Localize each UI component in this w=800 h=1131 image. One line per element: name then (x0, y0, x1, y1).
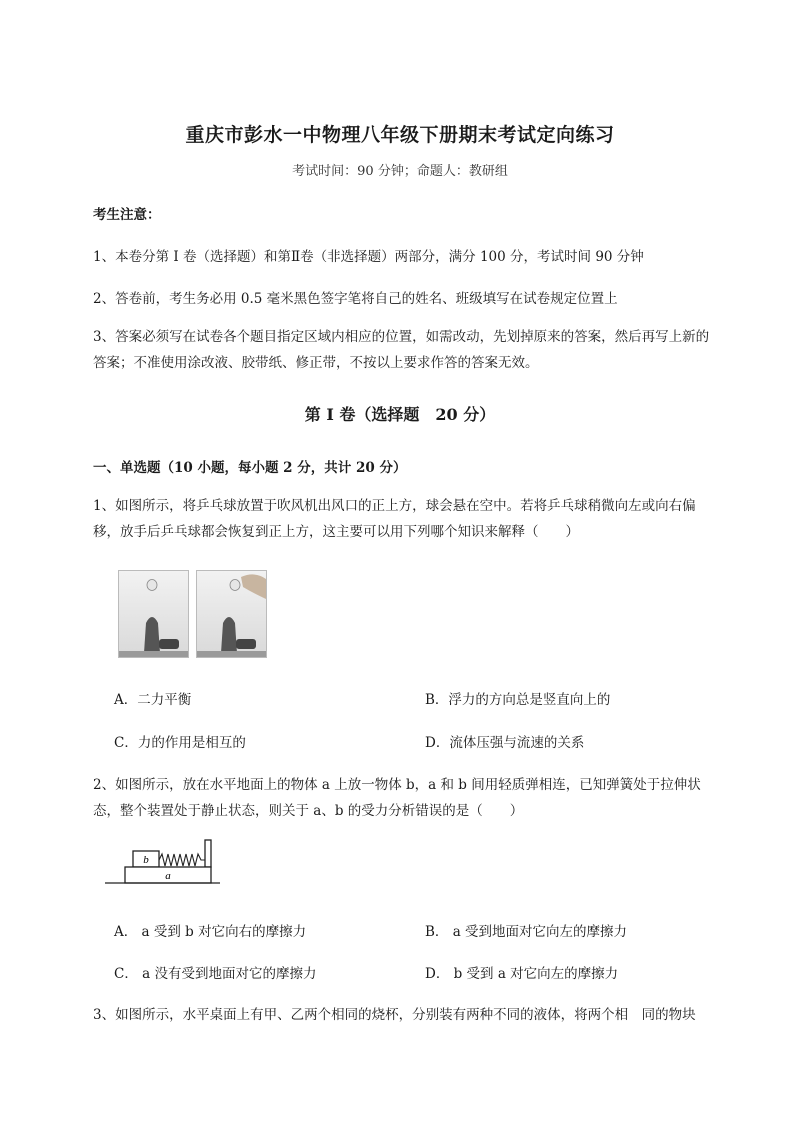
hand-ball-dryer-image (197, 571, 266, 657)
q1-option-c[interactable]: C．力的作用是相互的 (114, 735, 246, 751)
q2-option-c[interactable]: C． a 没有受到地面对它的摩擦力 (114, 966, 317, 982)
q2-option-d[interactable]: D． b 受到 a 对它向左的摩擦力 (425, 966, 619, 982)
q1-option-b[interactable]: B．浮力的方向总是竖直向上的 (425, 692, 611, 708)
block-b-label: b (143, 854, 149, 866)
q1-option-a[interactable]: A．二力平衡 (114, 692, 192, 708)
q1-option-d[interactable]: D．流体压强与流速的关系 (425, 735, 585, 751)
question-2-stem: 2、如图所示，放在水平地面上的物体 a 上放一物体 b，a 和 b 间用轻质弹相连，已知弹簧处于拉伸状态，整个装置处于静止状态，则关于 a、b 的受力分析错误的是（ ） (93, 777, 701, 819)
block-a-label: a (165, 870, 171, 882)
q2-option-b[interactable]: B． a 受到地面对它向左的摩擦力 (425, 924, 628, 940)
q2-spring-blocks-diagram (105, 838, 220, 896)
section-title: 第 I 卷（选择题 20 分） (304, 405, 496, 424)
notes-heading: 考生注意： (93, 207, 161, 223)
q1-photo-right (196, 570, 267, 658)
page-title: 重庆市彭水一中物理八年级下册期末考试定向练习 (185, 124, 615, 146)
note-item-2: 2、答卷前，考生务必用 0.5 毫米黑色签字笔将自己的姓名、班级填写在试卷规定位置上 (93, 291, 618, 307)
note-item-3: 3、答案必须写在试卷各个题目指定区域内相应的位置，如需改动，先划掉原来的答案，然后再写上新的答案；不准使用涂改液、胶带纸、修正带，不按以上要求作答的答案无效。 (93, 329, 710, 371)
q1-photo-left (118, 570, 189, 658)
question-1-stem: 1、如图所示，将乒乓球放置于吹风机出风口的正上方，球会悬在空中。若将乒乓球稍微向左或向右偏移，放手后乒乓球都会恢复到正上方，这主要可以用下列哪个知识来解释（ ） (93, 498, 696, 540)
question-group-heading: 一、单选题（10 小题，每小题 2 分，共计 20 分） (93, 460, 407, 476)
hair-dryer-ball-image (119, 571, 188, 657)
question-3-stem: 3、如图所示，水平桌面上有甲、乙两个相同的烧杯，分别装有两种不同的液体，将两个相 同的物块 (93, 1007, 696, 1023)
page-subtitle: 考试时间：90 分钟；命题人：教研组 (292, 164, 508, 179)
q2-option-a[interactable]: A． a 受到 b 对它向右的摩擦力 (114, 924, 307, 940)
note-item-1: 1、本卷分第 I 卷（选择题）和第Ⅱ卷（非选择题）两部分，满分 100 分，考试时间 90 分钟 (93, 249, 644, 265)
